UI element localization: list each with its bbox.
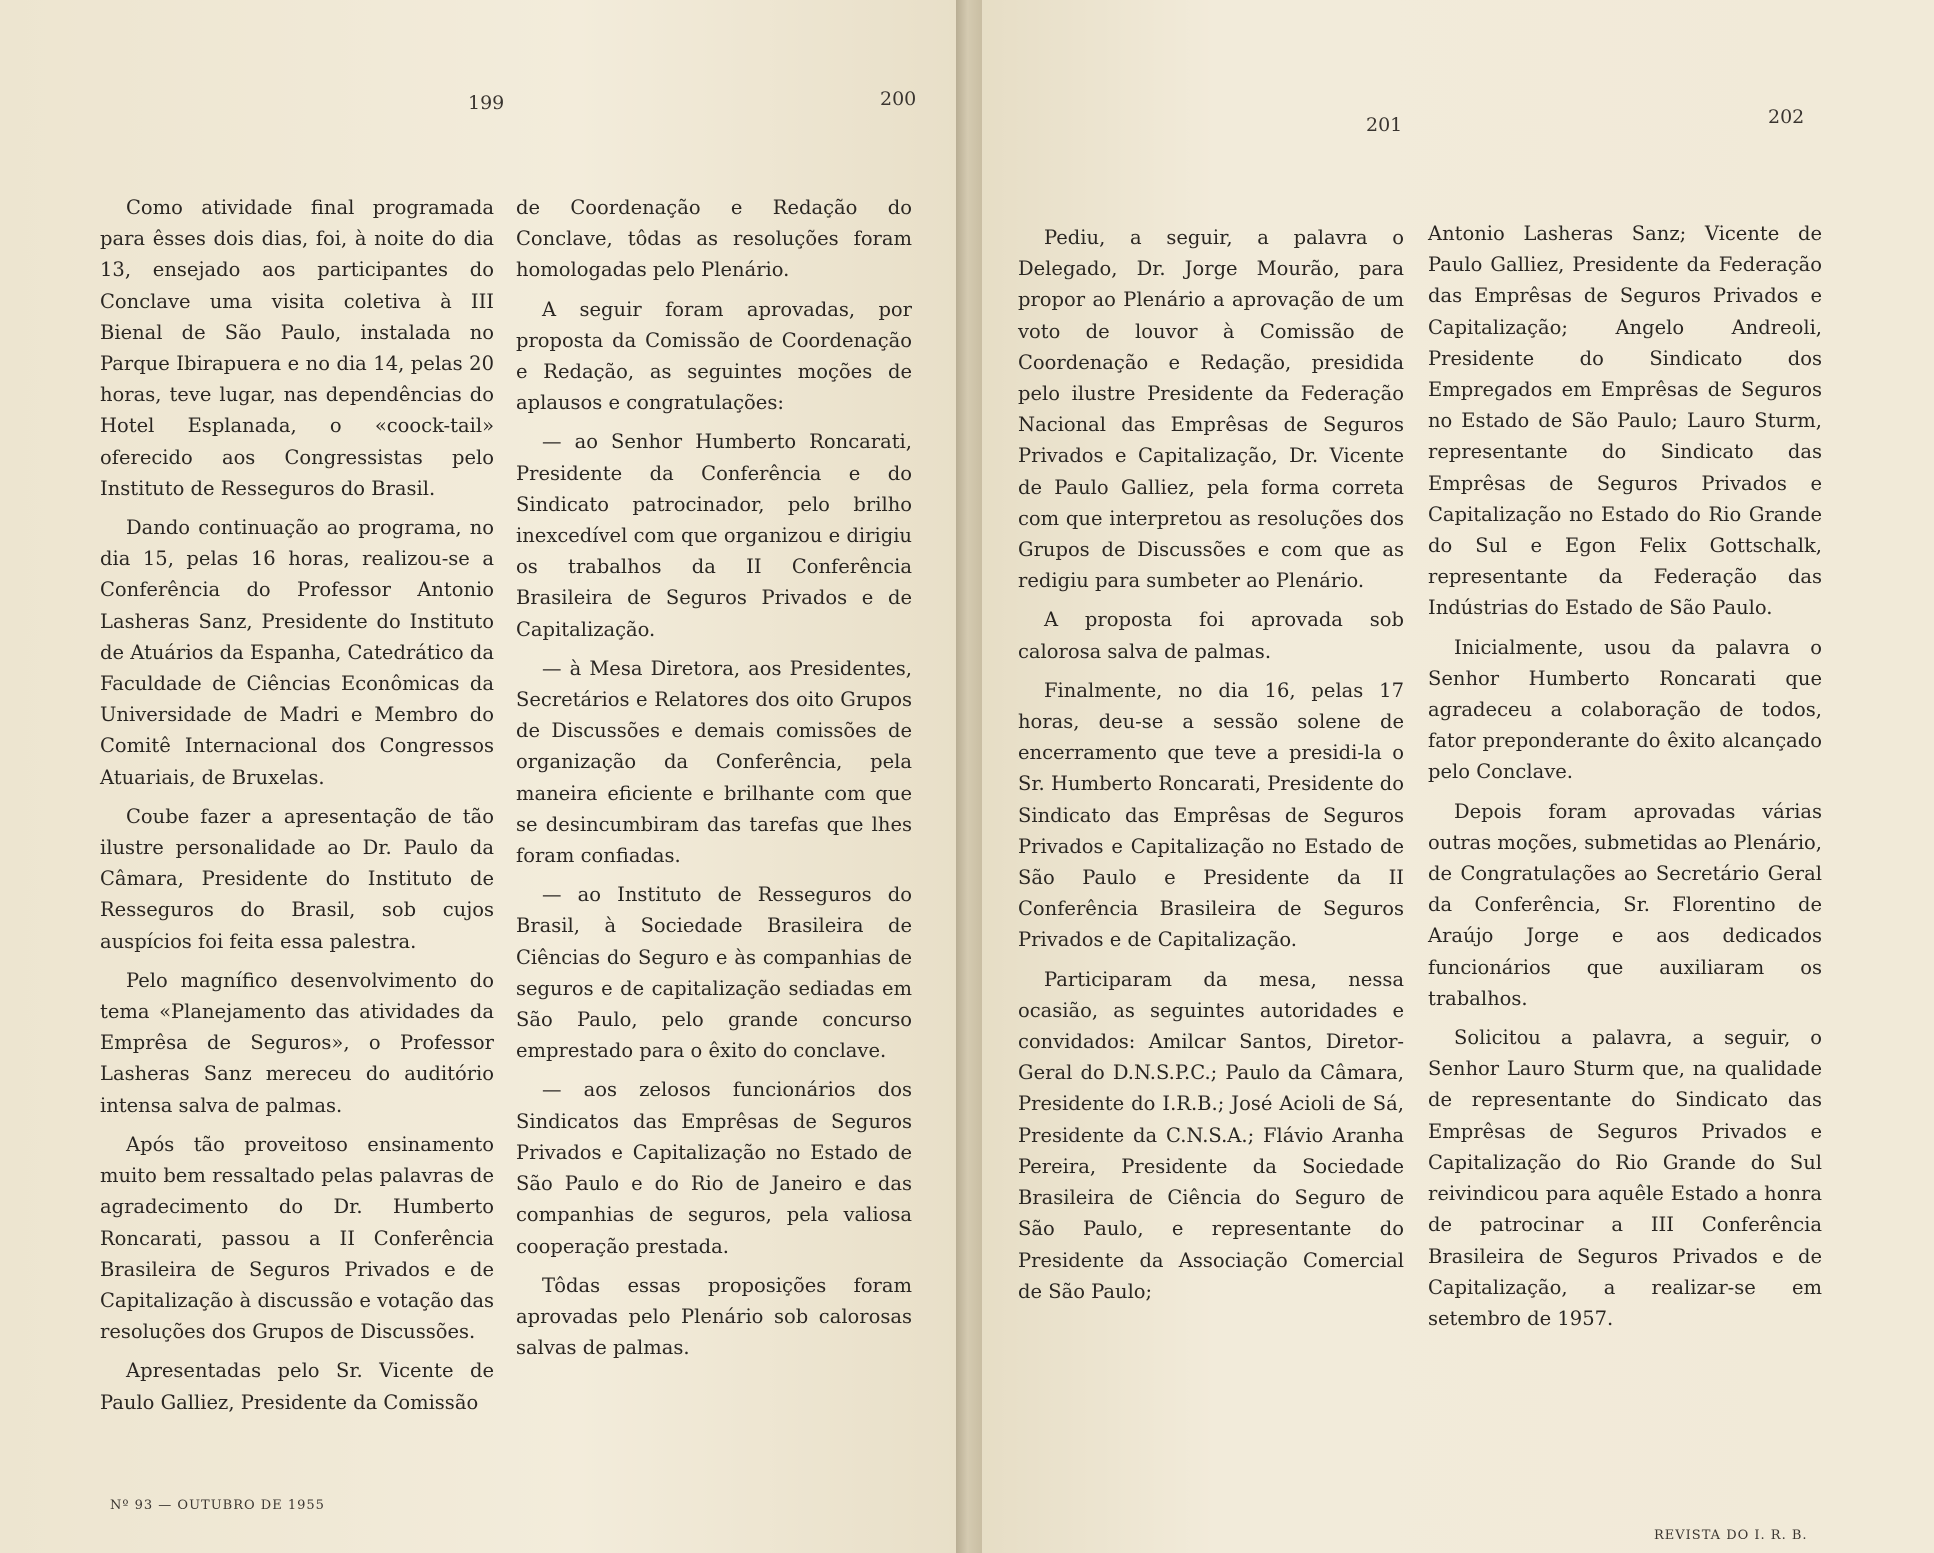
paragraph: Após tão proveitoso ensinamento muito bem ressaltado pelas palavras de agradecimento do Dr. Humberto Roncarati, passou a II Conferência Brasileira de Seguros Privados e de Capitalização à discussão e votação das resoluções dos Grupos de Discussões. [100, 1132, 494, 1344]
paragraph: Como atividade final programada para êsses dois dias, foi, à noite do dia 13, ensejado aos participantes do Conclave uma visita coletiva à III Bienal de São Paulo, instalada no Parque Ibirapuera e no dia 14, pelas 20 horas, teve lugar, nas dependências do Hotel Esplanada, o «coock-tail» oferecido aos Congressistas pelo Instituto de Resseguros do Brasil. [100, 196, 494, 500]
paragraph: Inicialmente, usou da palavra o Senhor Humberto Roncarati que agradeceu a colaboração de todos, fator preponderante do êxito alcançado pelo Conclave. [1428, 635, 1822, 784]
page-201-column [1018, 222, 1404, 1315]
paragraph: — ao Senhor Humberto Roncarati, Presidente da Conferência e do Sindicato patrocinador, pelo brilho inexcedível com que organizou e dirigiu os trabalhos da II Conferência Brasileira de Seguros Privados e de Capitalização. [516, 430, 912, 641]
paragraph: — ao Instituto de Resseguros do Brasil, à Sociedade Brasileira de Ciências do Seguro e às companhias de seguros e de capitalização sediadas em São Paulo, pelo grande concurso emprestado para o êxito do conclave. [516, 883, 912, 1063]
paragraph: Pelo magnífico desenvolvimento do tema «Planejamento das atividades da Emprêsa de Seguros», o Professor Lasheras Sanz mereceu do auditório intensa salva de palmas. [100, 968, 494, 1117]
paragraph: Participaram da mesa, nessa ocasião, as seguintes autoridades e convidados: Amilcar Santos, Diretor-Geral do D.N.S.P.C.; Paulo da Câmara, Presidente do I.R.B.; José Acioli de Sá, Presidente da C.N.S.A.; Flávio Aranha Pereira, Presidente da Sociedade Brasileira de Ciência do Seguro de São Paulo, e representante do Presidente da Associação Comercial de São Paulo; [1018, 967, 1404, 1303]
page-199-column [100, 192, 494, 1426]
page-number-202: 202 [1768, 106, 1805, 128]
page-200-column [516, 192, 912, 1371]
page-number-200: 200 [880, 88, 917, 110]
page-number-201: 201 [1366, 114, 1403, 136]
book-gutter [956, 0, 982, 1553]
paragraph: Dando continuação ao programa, no dia 15, pelas 16 horas, realizou-se a Conferência do Professor Antonio Lasheras Sanz, Presidente do Instituto de Atuários da Espanha, Catedrático da Faculdade de Ciências Econômicas da Universidade de Madri e Membro do Comitê Internacional dos Congressos Atuariais, de Bruxelas. [100, 516, 494, 789]
paragraph: Solicitou a palavra, a seguir, o Senhor Lauro Sturm que, na qualidade de representante do Sindicato das Emprêsas de Seguros Privados e Capitalização do Rio Grande do Sul reivindicou para aquêle Estado a honra de patrocinar a III Conferência Brasileira de Seguros Privados e de Capitalização, a realizar-se em setembro de 1957. [1428, 1026, 1822, 1330]
paragraph: Finalmente, no dia 16, pelas 17 horas, deu-se a sessão solene de encerramento que teve a presidi-la o Sr. Humberto Roncarati, Presidente do Sindicato das Emprêsas de Seguros Privados e Capitalização no Estado de São Paulo e Presidente da II Conferência Brasileira de Seguros Privados e de Capitalização. [1018, 678, 1404, 952]
paragraph: — aos zelosos funcionários dos Sindicatos das Emprêsas de Seguros Privados e Capitalização no Estado de São Paulo e do Rio de Janeiro e das companhias de seguros, pela valiosa cooperação prestada. [516, 1078, 912, 1258]
paragraph: A proposta foi aprovada sob calorosa salva de palmas. [1018, 608, 1404, 663]
page-202-column [1428, 218, 1822, 1342]
paragraph: Coube fazer a apresentação de tão ilustre personalidade ao Dr. Paulo da Câmara, Presidente do Instituto de Resseguros do Brasil, sob cujos auspícios foi feita essa palestra. [100, 804, 494, 953]
paragraph: — à Mesa Diretora, aos Presidentes, Secretários e Relatores dos oito Grupos de Discussões e demais comissões de organização da Conferência, pela maneira eficiente e brilhante com que se desincumbiram das tarefas que lhes foram confiadas. [516, 656, 912, 868]
page-number-199: 199 [468, 92, 505, 114]
footer-issue: Nº 93 — OUTUBRO DE 1955 [110, 1498, 325, 1513]
paragraph: A seguir foram aprovadas, por proposta da Comissão de Coordenação e Redação, as seguintes moções de aplausos e congratulações: [516, 297, 912, 415]
paragraph: Tôdas essas proposições foram aprovadas pelo Plenário sob calorosas salvas de palmas. [516, 1273, 912, 1360]
paragraph: Apresentadas pelo Sr. Vicente de Paulo Galliez, Presidente da Comissão [100, 1359, 494, 1414]
footer-journal: REVISTA DO I. R. B. [1654, 1528, 1808, 1543]
paragraph-continued: Antonio Lasheras Sanz; Vicente de Paulo Galliez, Presidente da Federação das Emprêsas de Seguros Privados e Capitalização; Angelo Andreoli, Presidente do Sindicato dos Empregados em Emprêsas de Seguros no Estado de São Paulo; Lauro Sturm, representante do Sindicato das Emprêsas de Seguros Privados e Capitalização no Estado do Rio Grande do Sul e Egon Felix Gottschalk, representante da Federação das Indústrias do Estado de São Paulo. [1428, 222, 1822, 620]
paragraph: Pediu, a seguir, a palavra o Delegado, Dr. Jorge Mourão, para propor ao Plenário a aprovação de um voto de louvor à Comissão de Coordenação e Redação, presidida pelo ilustre Presidente da Federação Nacional das Emprêsas de Seguros Privados e Capitalização, Dr. Vicente de Paulo Galliez, pela forma correta com que interpretou as resoluções dos Grupos de Discussões e com que as redigiu para sumbeter ao Plenário. [1018, 226, 1404, 593]
paragraph: Depois foram aprovadas várias outras moções, submetidas ao Plenário, de Congratulações ao Secretário Geral da Conferência, Sr. Florentino de Araújo Jorge e aos dedicados funcionários que auxiliaram os trabalhos. [1428, 799, 1822, 1010]
paragraph-continued: de Coordenação e Redação do Conclave, tôdas as resoluções foram homologadas pelo Plenário. [516, 196, 912, 282]
